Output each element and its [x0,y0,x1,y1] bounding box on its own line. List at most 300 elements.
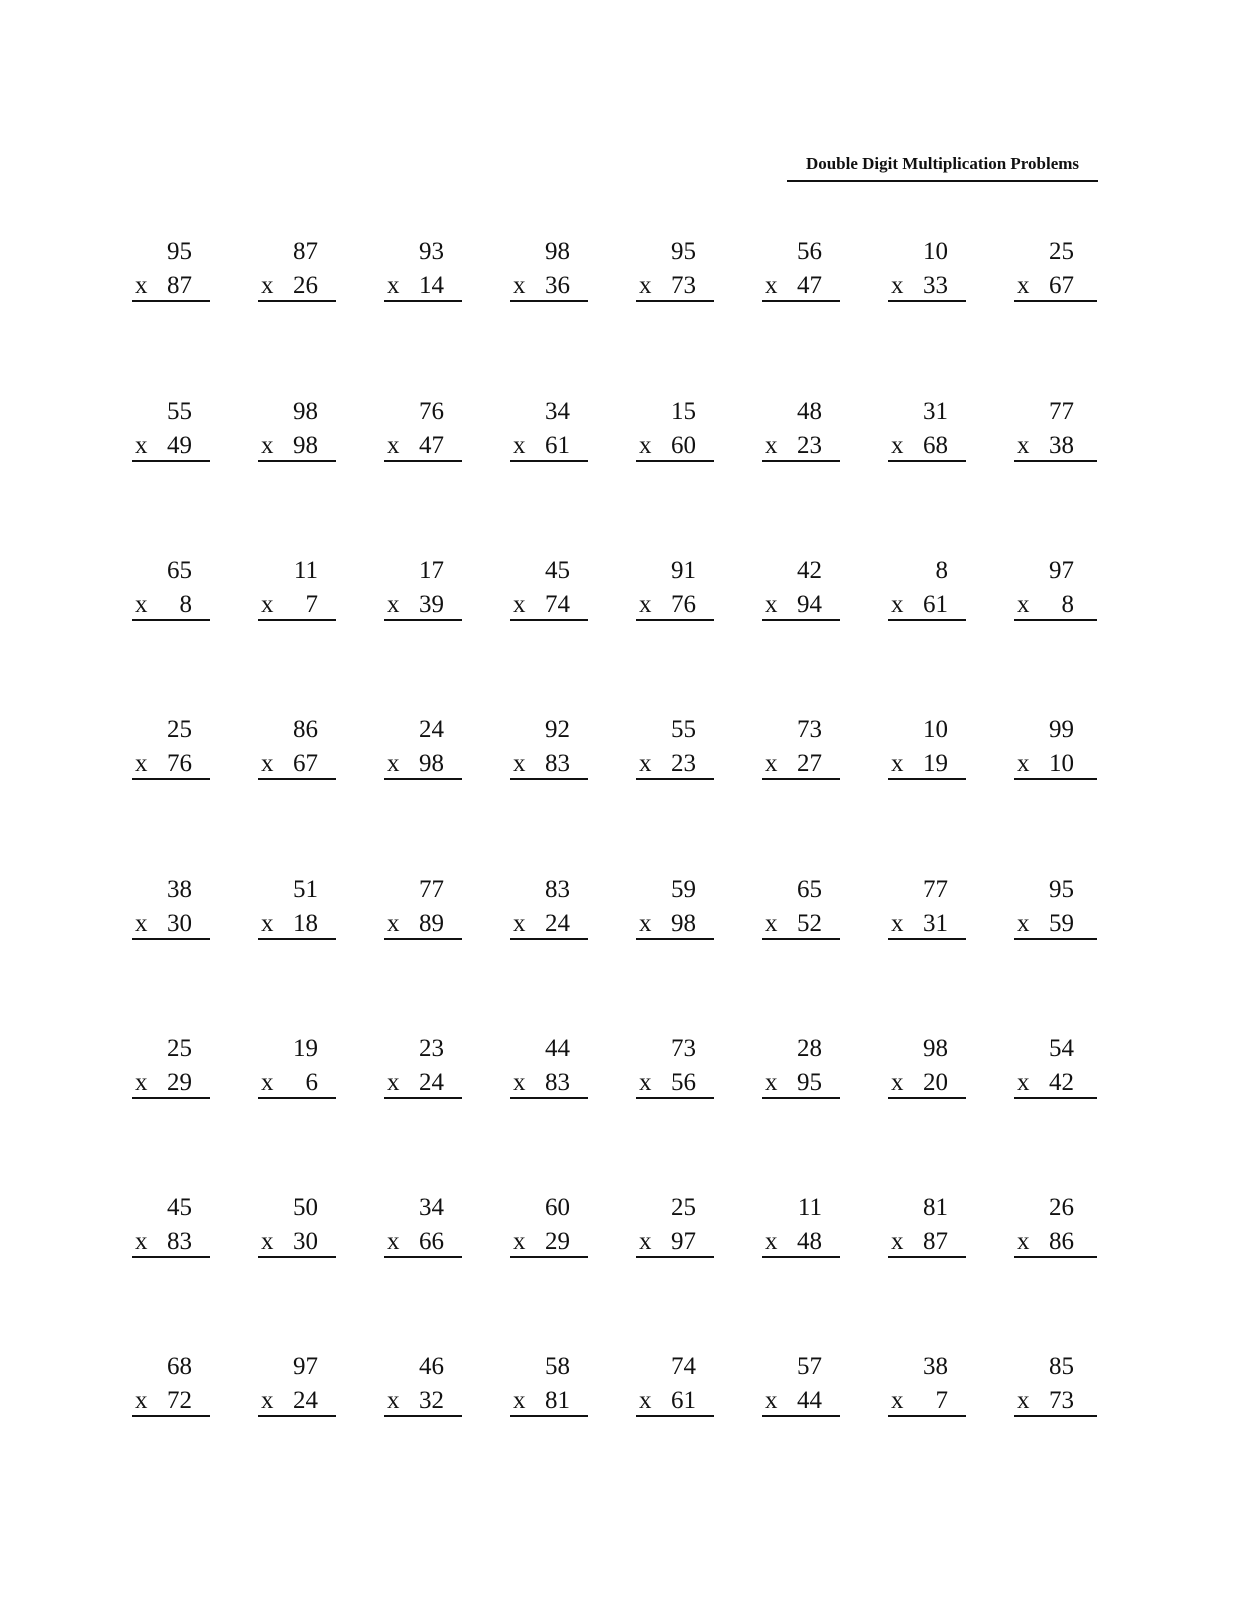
answer-line [762,938,840,940]
problem [1014,1035,1097,1099]
multiplier: 10 [1049,750,1074,777]
multiplicand: 95 [671,238,696,265]
times-sign: x [135,750,148,777]
problem [258,876,336,940]
multiplicand: 97 [293,1353,318,1380]
answer-line [132,619,210,621]
multiplicand: 19 [293,1035,318,1062]
times-sign: x [639,1069,652,1096]
times-sign: x [765,432,778,459]
multiplier: 83 [545,750,570,777]
multiplier: 23 [671,750,696,777]
answer-line [1014,1256,1097,1258]
times-sign: x [891,432,904,459]
multiplier: 36 [545,272,570,299]
answer-line [888,300,966,302]
answer-line [1014,1415,1097,1417]
problem [636,398,714,462]
multiplier: 73 [671,272,696,299]
times-sign: x [765,750,778,777]
multiplicand: 95 [1049,876,1074,903]
problem [132,876,210,940]
times-sign: x [387,432,400,459]
multiplicand: 98 [545,238,570,265]
answer-line [384,938,462,940]
answer-line [258,300,336,302]
answer-line [258,938,336,940]
problem [1014,1353,1097,1417]
multiplier: 60 [671,432,696,459]
multiplicand: 85 [1049,1353,1074,1380]
multiplier: 7 [305,591,318,618]
multiplier: 83 [545,1069,570,1096]
answer-line [132,1097,210,1099]
multiplicand: 45 [545,557,570,584]
answer-line [258,778,336,780]
times-sign: x [891,272,904,299]
problem [1014,398,1097,462]
multiplicand: 17 [419,557,444,584]
times-sign: x [261,1387,274,1414]
multiplicand: 48 [797,398,822,425]
times-sign: x [261,432,274,459]
times-sign: x [513,591,526,618]
problem [132,557,210,621]
multiplicand: 10 [923,716,948,743]
problem [636,557,714,621]
multiplicand: 58 [545,1353,570,1380]
problem [258,238,336,302]
multiplier: 61 [545,432,570,459]
problem [132,238,210,302]
times-sign: x [765,1069,778,1096]
problem [510,398,588,462]
problem [888,716,966,780]
times-sign: x [261,272,274,299]
answer-line [888,778,966,780]
multiplicand: 77 [1049,398,1074,425]
multiplicand: 56 [797,238,822,265]
times-sign: x [135,591,148,618]
multiplicand: 68 [167,1353,192,1380]
multiplicand: 65 [797,876,822,903]
multiplicand: 38 [923,1353,948,1380]
answer-line [636,778,714,780]
times-sign: x [261,910,274,937]
times-sign: x [891,750,904,777]
problem [1014,716,1097,780]
multiplier: 83 [167,1228,192,1255]
problem [132,1035,210,1099]
times-sign: x [891,1228,904,1255]
multiplier: 47 [797,272,822,299]
answer-line [510,1097,588,1099]
multiplier: 44 [797,1387,822,1414]
times-sign: x [1017,591,1030,618]
times-sign: x [387,1069,400,1096]
times-sign: x [261,591,274,618]
multiplicand: 54 [1049,1035,1074,1062]
problem [888,1353,966,1417]
multiplier: 98 [419,750,444,777]
answer-line [888,619,966,621]
answer-line [510,778,588,780]
times-sign: x [135,272,148,299]
multiplier: 29 [167,1069,192,1096]
times-sign: x [135,432,148,459]
times-sign: x [135,910,148,937]
problem [258,1353,336,1417]
times-sign: x [135,1228,148,1255]
times-sign: x [765,1228,778,1255]
problem [1014,1194,1097,1258]
problem [636,716,714,780]
multiplier: 87 [167,272,192,299]
multiplier: 94 [797,591,822,618]
multiplicand: 92 [545,716,570,743]
problem [384,1194,462,1258]
times-sign: x [513,750,526,777]
multiplier: 24 [293,1387,318,1414]
answer-line [636,619,714,621]
answer-line [384,1097,462,1099]
answer-line [762,778,840,780]
multiplicand: 57 [797,1353,822,1380]
multiplicand: 81 [923,1194,948,1221]
multiplicand: 44 [545,1035,570,1062]
multiplier: 30 [167,910,192,937]
times-sign: x [261,750,274,777]
multiplier: 18 [293,910,318,937]
multiplier: 30 [293,1228,318,1255]
multiplicand: 25 [671,1194,696,1221]
answer-line [384,460,462,462]
problem [384,716,462,780]
multiplier: 67 [293,750,318,777]
times-sign: x [1017,272,1030,299]
multiplier: 61 [671,1387,696,1414]
answer-line [1014,1097,1097,1099]
multiplicand: 38 [167,876,192,903]
answer-line [636,938,714,940]
multiplicand: 73 [797,716,822,743]
multiplier: 6 [305,1069,318,1096]
answer-line [258,1256,336,1258]
multiplier: 68 [923,432,948,459]
multiplicand: 55 [167,398,192,425]
multiplicand: 24 [419,716,444,743]
times-sign: x [513,1228,526,1255]
times-sign: x [387,272,400,299]
answer-line [1014,460,1097,462]
answer-line [636,1256,714,1258]
multiplier: 81 [545,1387,570,1414]
problem [510,1353,588,1417]
times-sign: x [639,1387,652,1414]
problem [1014,876,1097,940]
times-sign: x [261,1228,274,1255]
problem [384,1353,462,1417]
answer-line [510,460,588,462]
multiplier: 89 [419,910,444,937]
problem [762,238,840,302]
answer-line [384,1256,462,1258]
times-sign: x [765,272,778,299]
multiplier: 87 [923,1228,948,1255]
answer-line [762,1097,840,1099]
answer-line [636,1415,714,1417]
problem [888,238,966,302]
multiplier: 8 [179,591,192,618]
problem [636,876,714,940]
multiplicand: 50 [293,1194,318,1221]
multiplier: 98 [293,432,318,459]
answer-line [636,1097,714,1099]
answer-line [888,460,966,462]
multiplier: 19 [923,750,948,777]
answer-line [1014,938,1097,940]
multiplicand: 26 [1049,1194,1074,1221]
multiplier: 31 [923,910,948,937]
multiplier: 72 [167,1387,192,1414]
times-sign: x [891,1069,904,1096]
times-sign: x [1017,432,1030,459]
problem [132,1353,210,1417]
multiplier: 76 [167,750,192,777]
problem [888,876,966,940]
times-sign: x [639,591,652,618]
problem [510,1035,588,1099]
times-sign: x [639,750,652,777]
multiplicand: 73 [671,1035,696,1062]
problem [1014,238,1097,302]
problem [510,876,588,940]
answer-line [510,619,588,621]
multiplier: 42 [1049,1069,1074,1096]
multiplier: 47 [419,432,444,459]
multiplier: 8 [1061,591,1074,618]
times-sign: x [765,591,778,618]
multiplier: 66 [419,1228,444,1255]
times-sign: x [1017,1387,1030,1414]
multiplicand: 25 [167,716,192,743]
multiplier: 26 [293,272,318,299]
multiplier: 29 [545,1228,570,1255]
problem [762,1035,840,1099]
times-sign: x [639,910,652,937]
multiplier: 98 [671,910,696,937]
problem [384,876,462,940]
problem [258,398,336,462]
multiplicand: 11 [797,1194,822,1221]
problem [132,1194,210,1258]
answer-line [510,1256,588,1258]
answer-line [384,619,462,621]
answer-line [888,1097,966,1099]
times-sign: x [513,910,526,937]
multiplicand: 46 [419,1353,444,1380]
multiplicand: 8 [935,557,948,584]
problem [510,557,588,621]
multiplicand: 65 [167,557,192,584]
times-sign: x [639,432,652,459]
problem [762,398,840,462]
times-sign: x [135,1069,148,1096]
problem [258,557,336,621]
multiplicand: 98 [293,398,318,425]
multiplier: 95 [797,1069,822,1096]
multiplicand: 86 [293,716,318,743]
times-sign: x [891,591,904,618]
multiplicand: 11 [293,557,318,584]
answer-line [636,300,714,302]
multiplicand: 87 [293,238,318,265]
times-sign: x [387,1228,400,1255]
multiplier: 38 [1049,432,1074,459]
answer-line [132,460,210,462]
answer-line [762,460,840,462]
problem [888,1035,966,1099]
times-sign: x [1017,910,1030,937]
times-sign: x [135,1387,148,1414]
times-sign: x [387,750,400,777]
multiplier: 7 [935,1387,948,1414]
answer-line [258,619,336,621]
times-sign: x [891,1387,904,1414]
multiplier: 86 [1049,1228,1074,1255]
problem [762,1353,840,1417]
times-sign: x [513,272,526,299]
problem [510,238,588,302]
multiplier: 74 [545,591,570,618]
times-sign: x [1017,1228,1030,1255]
multiplicand: 95 [167,238,192,265]
problem [636,1194,714,1258]
multiplier: 48 [797,1228,822,1255]
multiplicand: 91 [671,557,696,584]
multiplicand: 59 [671,876,696,903]
answer-line [258,460,336,462]
multiplicand: 34 [545,398,570,425]
multiplicand: 10 [923,238,948,265]
multiplicand: 28 [797,1035,822,1062]
multiplier: 23 [797,432,822,459]
multiplicand: 15 [671,398,696,425]
answer-line [1014,778,1097,780]
problem [636,1353,714,1417]
times-sign: x [765,910,778,937]
answer-line [258,1415,336,1417]
problem [636,238,714,302]
problem [888,557,966,621]
problem [762,1194,840,1258]
multiplier: 56 [671,1069,696,1096]
multiplier: 76 [671,591,696,618]
answer-line [132,938,210,940]
multiplicand: 55 [671,716,696,743]
answer-line [1014,300,1097,302]
multiplicand: 25 [167,1035,192,1062]
answer-line [1014,619,1097,621]
problem [888,398,966,462]
answer-line [510,300,588,302]
times-sign: x [1017,750,1030,777]
multiplier: 33 [923,272,948,299]
times-sign: x [387,910,400,937]
multiplier: 32 [419,1387,444,1414]
multiplicand: 45 [167,1194,192,1221]
multiplicand: 77 [419,876,444,903]
answer-line [132,1256,210,1258]
problem [762,557,840,621]
multiplier: 49 [167,432,192,459]
answer-line [258,1097,336,1099]
times-sign: x [513,1069,526,1096]
problem [384,238,462,302]
answer-line [384,1415,462,1417]
answer-line [762,1415,840,1417]
problem [384,1035,462,1099]
answer-line [762,1256,840,1258]
times-sign: x [261,1069,274,1096]
multiplicand: 98 [923,1035,948,1062]
answer-line [132,1415,210,1417]
problem [132,716,210,780]
problem [132,398,210,462]
multiplicand: 83 [545,876,570,903]
answer-line [636,460,714,462]
times-sign: x [513,1387,526,1414]
problem [258,716,336,780]
times-sign: x [639,272,652,299]
answer-line [510,938,588,940]
multiplier: 52 [797,910,822,937]
multiplicand: 76 [419,398,444,425]
problem [258,1035,336,1099]
multiplicand: 93 [419,238,444,265]
multiplier: 59 [1049,910,1074,937]
multiplier: 39 [419,591,444,618]
answer-line [888,1415,966,1417]
multiplier: 61 [923,591,948,618]
problem [1014,557,1097,621]
multiplicand: 51 [293,876,318,903]
problem [762,716,840,780]
multiplicand: 60 [545,1194,570,1221]
problem [636,1035,714,1099]
problem [510,1194,588,1258]
multiplier: 24 [545,910,570,937]
times-sign: x [891,910,904,937]
problem [258,1194,336,1258]
title-underline [787,180,1098,182]
multiplicand: 99 [1049,716,1074,743]
problem [384,398,462,462]
answer-line [132,300,210,302]
multiplier: 20 [923,1069,948,1096]
problem [384,557,462,621]
problem [762,876,840,940]
answer-line [384,300,462,302]
multiplicand: 23 [419,1035,444,1062]
multiplicand: 97 [1049,557,1074,584]
answer-line [762,619,840,621]
times-sign: x [513,432,526,459]
multiplicand: 77 [923,876,948,903]
answer-line [888,938,966,940]
answer-line [888,1256,966,1258]
multiplier: 67 [1049,272,1074,299]
